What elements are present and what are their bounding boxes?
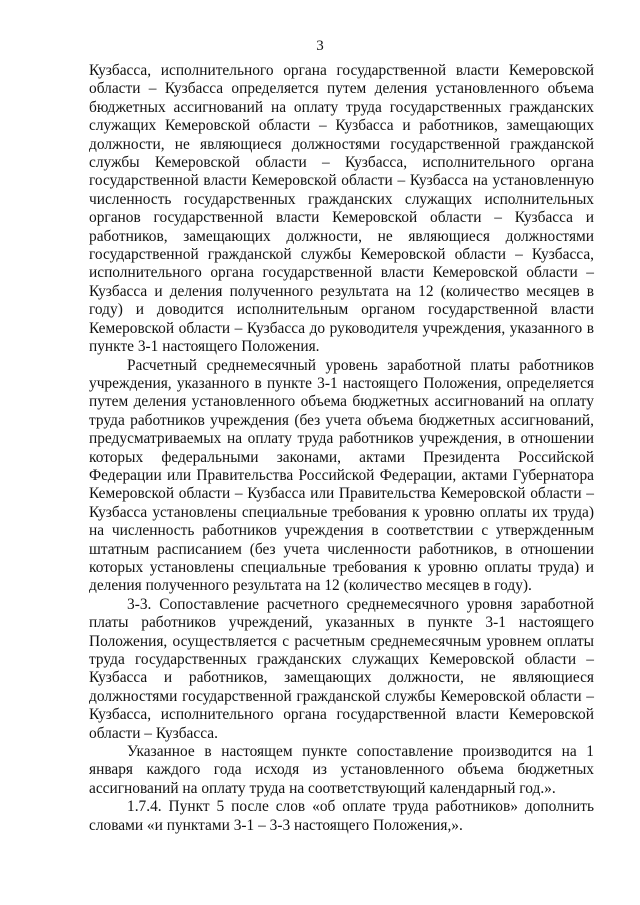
paragraph-item-3-3: 3-3. Сопоставление расчетного среднемесячного уровня заработной платы работников учреждений, указанных в пункте 3-1 настоящего Положения, осуществляется с расчетным среднемесячным уровнем оплаты труда государственных гражданских служащих Кемеровской области – Кузбасса и работников, замещающих должности, не являющиеся должностями государственной гражданской службы Кемеровской области – Кузбасса, исполнительного органа государственной власти Кемеровской области – Кузбасса. <box>89 595 594 742</box>
paragraph-item-1-7-4: 1.7.4. Пункт 5 после слов «об оплате труда работников» дополнить словами «и пунктами 3-1 – 3-3 настоящего Положения,». <box>89 798 594 834</box>
page-number: 3 <box>316 38 324 54</box>
paragraph-calculated-salary-level: Расчетный среднемесячный уровень заработной платы работников учреждения, указанного в пункте 3-1 настоящего Положения, определяется путем деления установленного объема бюджетных ассигнований на оплату труда работников учреждения (без учета объема бюджетных ассигнований, предусматриваемых на оплату труда работников учреждения, в отношении которых федеральными законами, актами Президента Российской Федерации или Правительства Российской Федерации, актами Губернатора Кемеровской области – Кузбасса или Правительства Кемеровской области – Кузбасса установлены специальные требования к уровню оплаты их труда) на численность работников учреждения в соответствии с утвержденным штатным расписанием (без учета численности работников, в отношении которых установлены специальные требования к уровню оплаты труда) и деления полученного результата на 12 (количество месяцев в году). <box>89 356 594 595</box>
paragraph-continuation: Кузбасса, исполнительного органа государственной власти Кемеровской области – Кузбасса определяется путем деления установленного объема бюджетных ассигнований на оплату труда государственных гражданских служащих Кемеровской области – Кузбасса и работников, замещающих должности, не являющиеся должностями государственной гражданской службы Кемеровской области – Кузбасса, исполнительного органа государственной власти Кемеровской области – Кузбасса на установленную численность государственных гражданских служащих исполнительных органов государственной власти Кемеровской области – Кузбасса и работников, замещающих должности, не являющиеся должностями государственной гражданской службы Кемеровской области – Кузбасса, исполнительного органа государственной власти Кемеровской области – Кузбасса и деления полученного результата на 12 (количество месяцев в году) и доводится исполнительным органом государственной власти Кемеровской области – Кузбасса до руководителя учреждения, указанного в пункте 3-1 настоящего Положения. <box>89 62 594 356</box>
document-body <box>89 62 594 835</box>
paragraph-comparison-date: Указанное в настоящем пункте сопоставление производится на 1 января каждого года исходя из установленного объема бюджетных ассигнований на оплату труда на соответствующий календарный год.». <box>89 743 594 797</box>
